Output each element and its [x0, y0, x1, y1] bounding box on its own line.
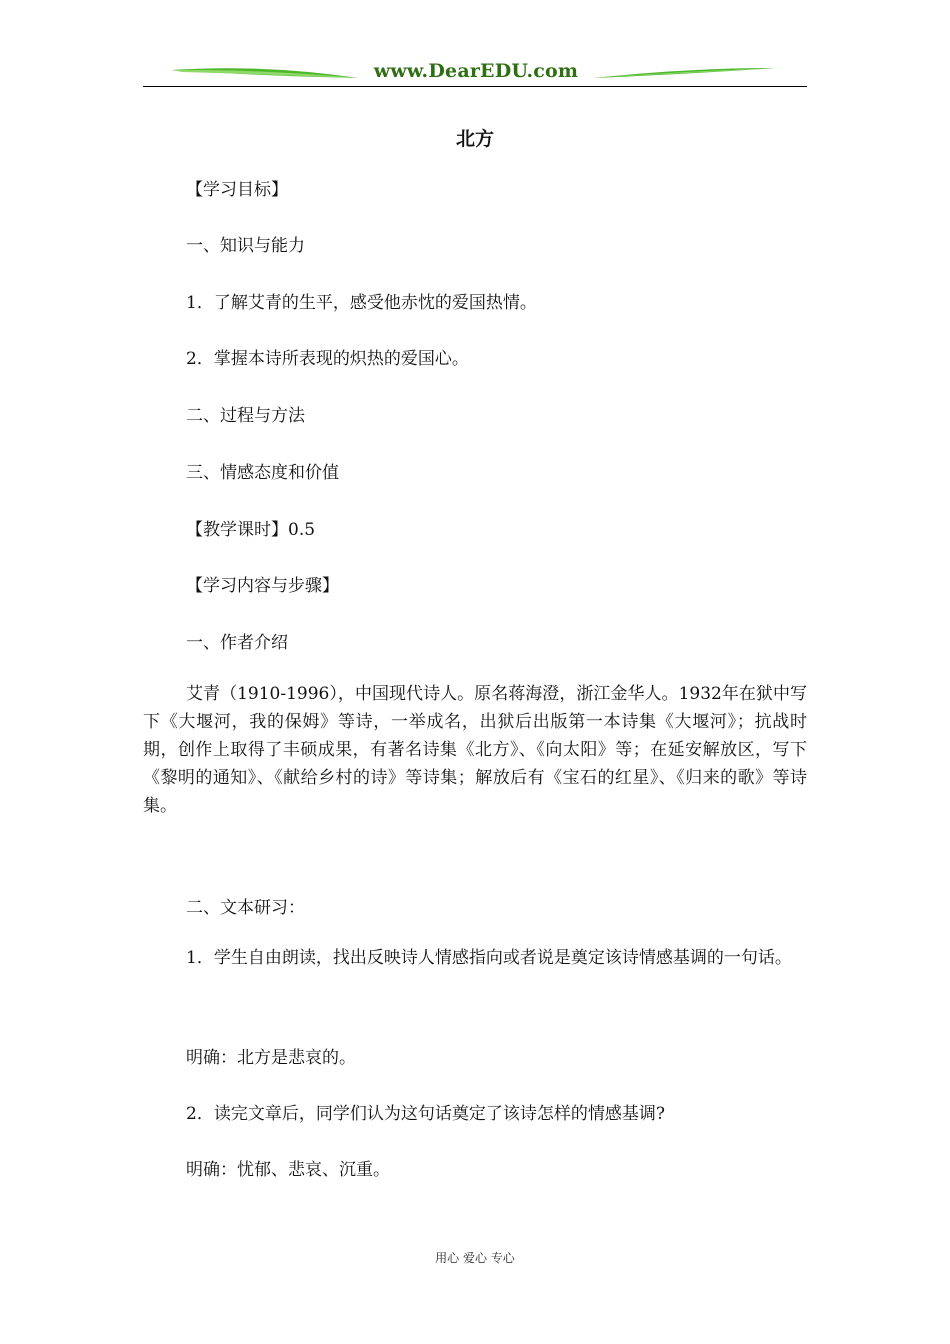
- question-2: 2．读完文章后，同学们认为这句话奠定了该诗怎样的情感基调?: [186, 1104, 665, 1124]
- author-intro-paragraph: 艾青（1910-1996），中国现代诗人。原名蒋海澄，浙江金华人。1932年在狱中写下《大堰河，我的保姆》等诗，一举成名，出狱后出版第一本诗集《大堰河》；抗战时期，创作上取得了丰硕成果，有著名诗集《北方》、《向太阳》等；在延安解放区，写下《黎明的通知》、《献给乡村的诗》等诗集；解放后有《宝石的红星》、《归来的歌》等诗集。: [143, 684, 807, 816]
- answer-2: 明确：忧郁、悲哀、沉重。: [186, 1160, 390, 1180]
- section-heading-class-hours: 【教学课时】0.5: [186, 520, 316, 540]
- subheading-author-intro: 一、作者介绍: [186, 633, 288, 653]
- answer-1: 明确：北方是悲哀的。: [186, 1048, 356, 1068]
- subheading-emotion-values: 三、情感态度和价值: [186, 463, 339, 483]
- goal-item-2: 2．掌握本诗所表现的炽热的爱国心。: [186, 349, 469, 369]
- document-title: 北方: [455, 128, 494, 150]
- header-rule: [143, 86, 807, 87]
- subheading-process-method: 二、过程与方法: [186, 406, 305, 426]
- page-header: [143, 58, 807, 90]
- section-heading-learning-goals: 【学习目标】: [186, 180, 288, 200]
- goal-item-1: 1．了解艾青的生平，感受他赤忱的爱国热情。: [186, 293, 537, 313]
- site-logo-text: www.DearEDU.com: [373, 60, 579, 82]
- question-1-paragraph: 1．学生自由朗读，找出反映诗人情感指向或者说是奠定该诗情感基调的一句话。: [186, 948, 792, 968]
- subheading-knowledge-ability: 一、知识与能力: [186, 236, 305, 256]
- section-heading-content-steps: 【学习内容与步骤】: [186, 576, 339, 596]
- subheading-text-study: 二、文本研习：: [186, 898, 305, 918]
- page-footer: 用心 爱心 专心: [435, 1251, 515, 1265]
